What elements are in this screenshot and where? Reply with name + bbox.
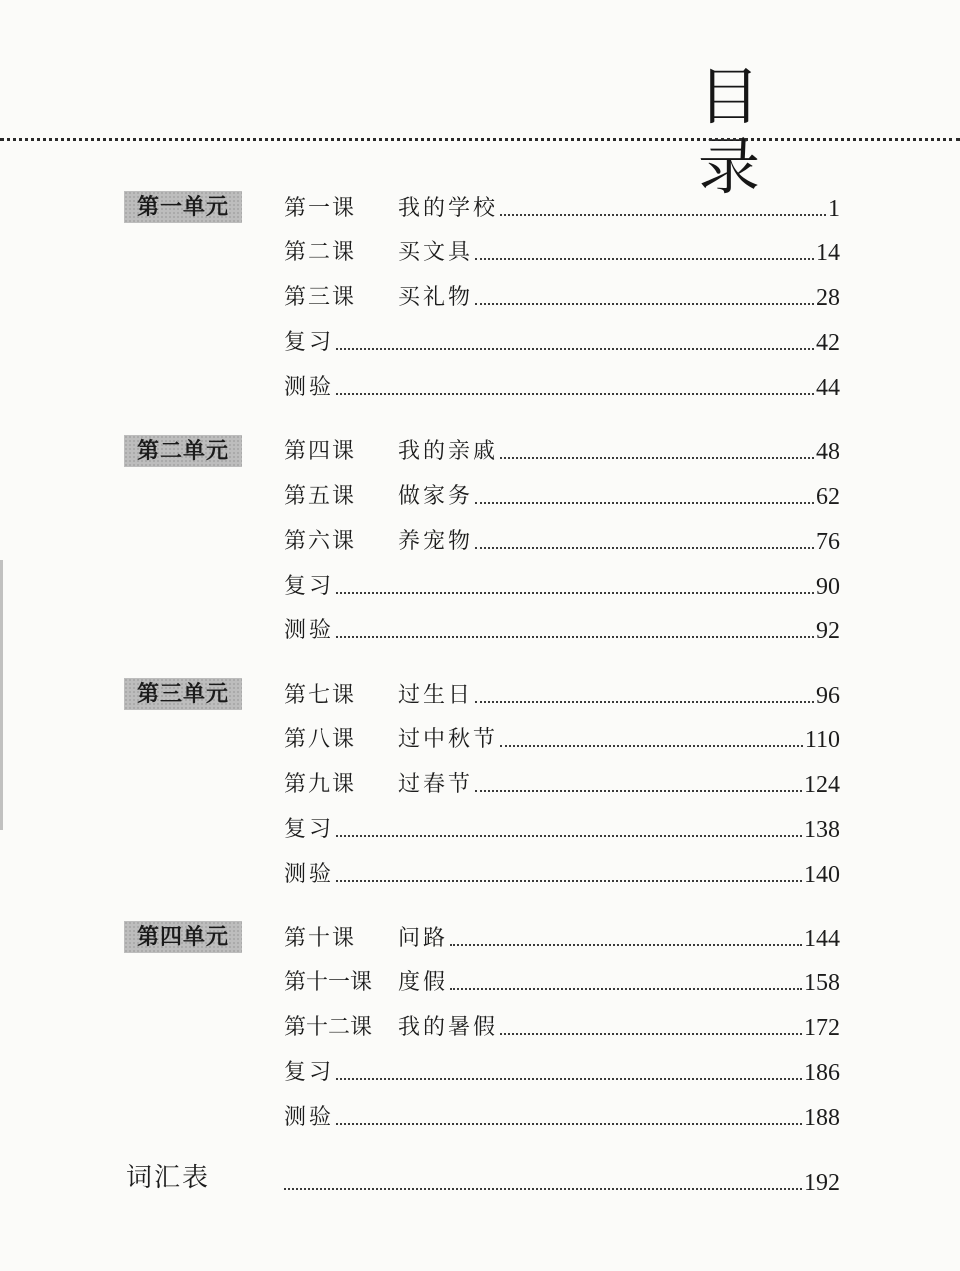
page-number: 188 — [804, 1105, 840, 1131]
dot-leader — [475, 701, 814, 703]
toc-row[interactable] — [284, 190, 840, 224]
dot-leader — [336, 1078, 802, 1080]
page-number: 14 — [816, 240, 840, 266]
page-number: 144 — [804, 926, 840, 952]
page-number: 124 — [804, 772, 840, 798]
toc-row[interactable] — [284, 1099, 840, 1133]
page-title: 目 录 — [698, 60, 783, 203]
dot-leader — [450, 988, 802, 990]
lesson-title: 过中秋节 — [398, 727, 499, 752]
dot-leader — [336, 393, 814, 395]
page-number: 140 — [804, 862, 840, 888]
toc-row[interactable] — [284, 766, 840, 800]
review-title: 复习 — [284, 1060, 335, 1085]
quiz-title: 测验 — [284, 375, 335, 400]
page-number: 28 — [816, 285, 840, 311]
dot-leader — [500, 1033, 802, 1035]
page-number: 110 — [804, 727, 840, 753]
lesson-number: 第十二课 — [284, 1015, 373, 1040]
lesson-title: 过生日 — [398, 683, 474, 708]
toc-row[interactable] — [284, 677, 840, 711]
toc-row-vocabulary[interactable] — [284, 1164, 840, 1198]
unit-label-2: 第二单元 — [124, 435, 242, 467]
page-number: 76 — [816, 529, 840, 555]
review-title: 复习 — [284, 330, 335, 355]
toc-row[interactable] — [284, 433, 840, 467]
dot-leader — [500, 214, 826, 216]
toc-row[interactable] — [284, 856, 840, 890]
dot-leader — [284, 1188, 802, 1190]
quiz-title: 测验 — [284, 618, 335, 643]
unit-label-4: 第四单元 — [124, 921, 242, 953]
toc-row[interactable] — [284, 612, 840, 646]
dot-leader — [336, 880, 802, 882]
toc-row[interactable] — [284, 523, 840, 557]
review-title: 复习 — [284, 817, 335, 842]
dot-leader — [336, 348, 814, 350]
lesson-title: 过春节 — [398, 772, 474, 797]
page-number: 44 — [816, 375, 840, 401]
lesson-number: 第九课 — [284, 772, 357, 797]
unit-label-1: 第一单元 — [124, 191, 242, 223]
page-number: 192 — [804, 1170, 840, 1196]
unit-label-3: 第三单元 — [124, 678, 242, 710]
lesson-number: 第十一课 — [284, 970, 373, 995]
lesson-number: 第八课 — [284, 727, 357, 752]
page-number: 90 — [816, 574, 840, 600]
lesson-title: 我的学校 — [398, 196, 499, 221]
lesson-title: 养宠物 — [398, 529, 474, 554]
toc-row[interactable] — [284, 964, 840, 998]
lesson-title: 度假 — [398, 970, 449, 995]
dot-leader — [475, 258, 814, 260]
lesson-number: 第五课 — [284, 484, 357, 509]
page-number: 138 — [804, 817, 840, 843]
page-number: 48 — [816, 439, 840, 465]
page-number: 92 — [816, 618, 840, 644]
lesson-title: 我的暑假 — [398, 1015, 499, 1040]
page-number: 186 — [804, 1060, 840, 1086]
toc-row[interactable] — [284, 568, 840, 602]
vocabulary-heading: 词汇表 — [126, 1163, 211, 1193]
scan-edge-mark — [0, 560, 3, 830]
page-number: 158 — [804, 970, 840, 996]
toc-row[interactable] — [284, 478, 840, 512]
page-number: 42 — [816, 330, 840, 356]
dot-leader — [500, 457, 814, 459]
quiz-title: 测验 — [284, 862, 335, 887]
lesson-title: 问路 — [398, 926, 449, 951]
toc-row[interactable] — [284, 234, 840, 268]
dot-leader — [450, 944, 802, 946]
dot-leader — [500, 745, 803, 747]
toc-row[interactable] — [284, 811, 840, 845]
page-number: 96 — [816, 683, 840, 709]
dot-leader — [336, 1123, 802, 1125]
lesson-number: 第十课 — [284, 926, 357, 951]
toc-row[interactable] — [284, 1009, 840, 1043]
review-title: 复习 — [284, 574, 335, 599]
lesson-number: 第四课 — [284, 439, 357, 464]
lesson-number: 第一课 — [284, 196, 357, 221]
dot-leader — [336, 636, 814, 638]
lesson-title: 买礼物 — [398, 285, 474, 310]
lesson-number: 第二课 — [284, 240, 357, 265]
lesson-title: 我的亲戚 — [398, 439, 499, 464]
toc-row[interactable] — [284, 279, 840, 313]
toc-row[interactable] — [284, 369, 840, 403]
dot-leader — [336, 835, 802, 837]
quiz-title: 测验 — [284, 1105, 335, 1130]
dot-leader — [336, 592, 814, 594]
toc-row[interactable] — [284, 1054, 840, 1088]
toc-row[interactable] — [284, 920, 840, 954]
lesson-title: 做家务 — [398, 484, 474, 509]
dot-leader — [475, 303, 814, 305]
title-divider — [0, 138, 960, 141]
page-number: 1 — [828, 196, 840, 222]
dot-leader — [475, 502, 814, 504]
lesson-title: 买文具 — [398, 240, 474, 265]
page-number: 62 — [816, 484, 840, 510]
toc-row[interactable] — [284, 721, 840, 755]
lesson-number: 第六课 — [284, 529, 357, 554]
lesson-number: 第七课 — [284, 683, 357, 708]
lesson-number: 第三课 — [284, 285, 357, 310]
toc-row[interactable] — [284, 324, 840, 358]
page-number: 172 — [804, 1015, 840, 1041]
dot-leader — [475, 790, 802, 792]
dot-leader — [475, 547, 814, 549]
